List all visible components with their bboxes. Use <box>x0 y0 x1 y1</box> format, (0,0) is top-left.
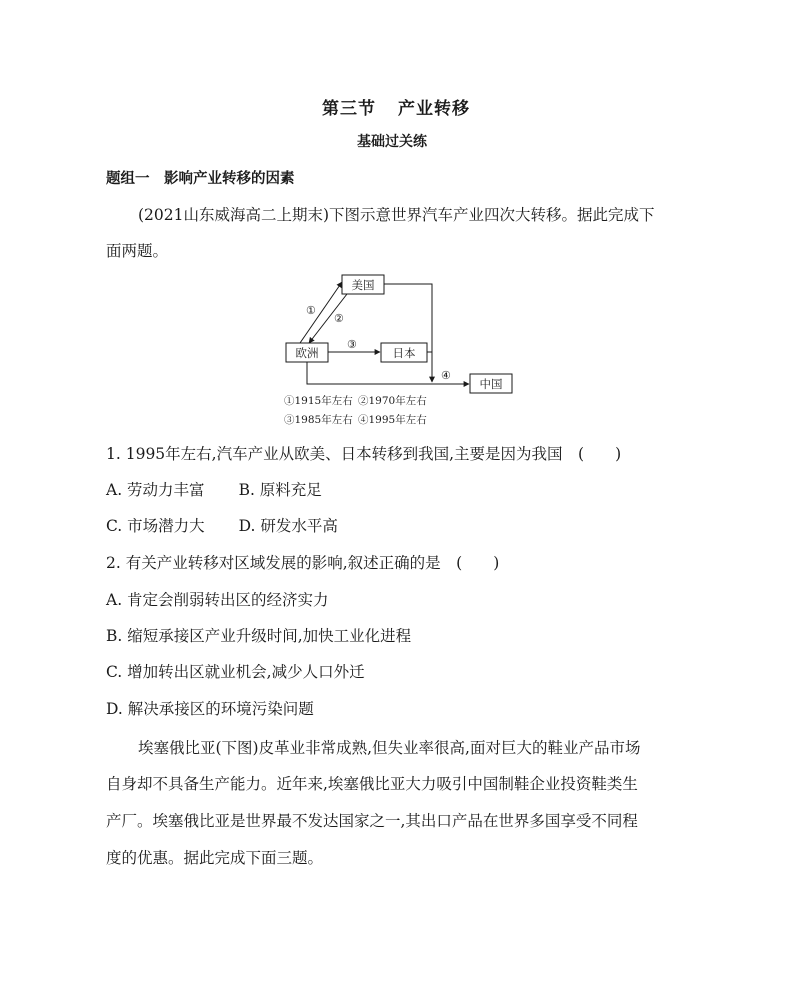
passage-line-2: 自身却不具备生产能力。近年来,埃塞俄比亚大力吸引中国制鞋企业投资鞋类生 <box>106 775 638 793</box>
legend-4: ④1995年左右 <box>358 414 427 426</box>
question-1-option-d: D. 研发水平高 <box>238 517 338 535</box>
question-2-stem: 2. 有关产业转移对区域发展的影响,叙述正确的是 ( ) <box>106 554 500 572</box>
question-2-option-d: D. 解决承接区的环境污染问题 <box>106 700 314 718</box>
arrow-label-2: ② <box>334 312 344 325</box>
section-heading <box>322 94 470 119</box>
legend-3: ③1985年左右 <box>284 414 353 426</box>
passage-line-3: 产厂。埃塞俄比亚是世界最不发达国家之一,其出口产品在世界多国享受不同程 <box>106 812 638 830</box>
node-japan-label: 日本 <box>392 346 416 360</box>
section-title: 产业转移 <box>398 99 470 119</box>
legend-2: ②1970年左右 <box>358 395 427 407</box>
question-1-stem: 1. 1995年左右,汽车产业从欧美、日本转移到我国,主要是因为我国 ( ) <box>106 445 622 463</box>
arrow-label-3: ③ <box>347 338 357 351</box>
question-1-option-c: C. 市场潜力大 <box>106 517 205 535</box>
node-china-label: 中国 <box>479 377 503 391</box>
intro-line-1: (2021山东威海高二上期末)下图示意世界汽车产业四次大转移。据此完成下 <box>138 206 655 224</box>
subtitle: 基础过关练 <box>357 134 427 150</box>
question-1-options-cd <box>106 514 338 536</box>
group-title: 题组一 影响产业转移的因素 <box>106 170 295 187</box>
question-1-options-ab <box>106 478 322 500</box>
question-2-option-b: B. 缩短承接区产业升级时间,加快工业化进程 <box>106 627 412 645</box>
intro-line-2: 面两题。 <box>106 242 169 260</box>
node-europe-label: 欧洲 <box>295 346 319 360</box>
question-1-option-a: A. 劳动力丰富 <box>106 481 205 499</box>
passage-line-1: 埃塞俄比亚(下图)皮革业非常成熟,但失业率很高,面对巨大的鞋业产品市场 <box>138 739 641 757</box>
question-2-option-c: C. 增加转出区就业机会,减少人口外迁 <box>106 663 365 681</box>
industry-transfer-diagram <box>280 268 520 433</box>
question-2-option-a: A. 肯定会削弱转出区的经济实力 <box>106 591 329 609</box>
node-usa-label: 美国 <box>351 278 375 292</box>
arrow-usa-china <box>384 284 432 382</box>
arrow-label-4: ④ <box>441 369 451 382</box>
arrow-label-1: ① <box>306 304 316 317</box>
legend-1: ①1915年左右 <box>284 395 353 407</box>
question-1-option-b: B. 原料充足 <box>238 481 322 499</box>
passage-line-4: 度的优惠。据此完成下面三题。 <box>106 849 324 867</box>
section-number: 第三节 <box>322 99 376 119</box>
